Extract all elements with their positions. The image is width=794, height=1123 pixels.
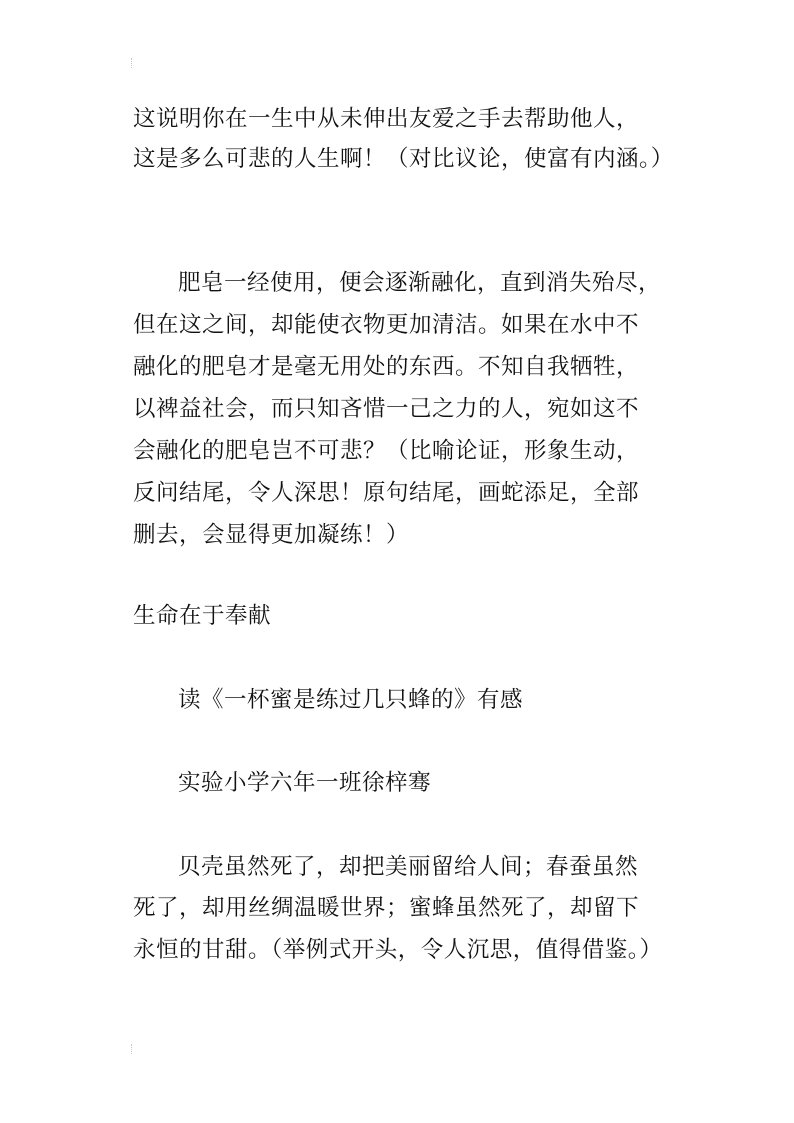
paragraph-2-line-1: 肥皂一经使用，便会逐渐融化，直到消失殆尽， <box>178 270 662 296</box>
author-line: 实验小学六年一班徐梓骞 <box>178 770 432 796</box>
paragraph-1-line-1: 这说明你在一生中从未伸出友爱之手去帮助他人， <box>133 106 640 132</box>
paragraph-2-line-2: 但在这之间，却能使衣物更加清洁。如果在水中不 <box>133 312 640 338</box>
paragraph-3-line-1: 贝壳虽然死了，却把美丽留给人间；春蚕虽然 <box>178 854 639 880</box>
paragraph-2-line-7: 删去，会显得更加凝练！） <box>133 522 410 548</box>
paragraph-3-line-3: 永恒的甘甜。（举例式开头，令人沉思，值得借鉴。） <box>133 937 663 963</box>
paragraph-2-line-3: 融化的肥皂才是毫无用处的东西。不知自我牺牲， <box>133 354 640 380</box>
paragraph-1-line-2: 这是多么可悲的人生啊！（对比议论，使富有内涵。） <box>133 146 674 172</box>
essay-title: 生命在于奉献 <box>133 603 272 629</box>
paragraph-2-line-6: 反问结尾，令人深思！原句结尾，画蛇添足，全部 <box>133 480 640 506</box>
paragraph-2-line-5: 会融化的肥皂岂不可悲？（比喻论证，形象生动， <box>133 438 640 464</box>
page-corner-mark <box>131 58 136 68</box>
essay-subtitle: 读《一杯蜜是练过几只蜂的》有感 <box>178 687 524 713</box>
paragraph-3-line-2: 死了，却用丝绸温暖世界；蜜蜂虽然死了，却留下 <box>133 895 640 921</box>
paragraph-2-line-4: 以裨益社会，而只知吝惜一己之力的人，宛如这不 <box>133 396 640 422</box>
page-corner-mark <box>131 1044 136 1054</box>
